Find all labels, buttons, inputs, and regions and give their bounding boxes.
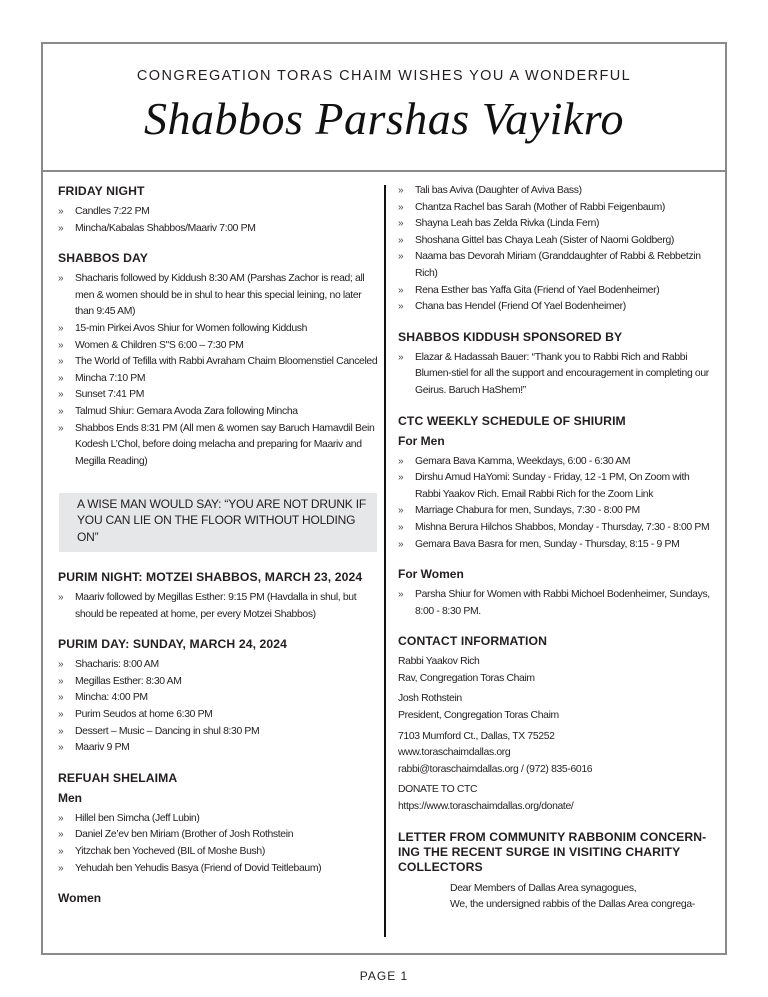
- list-item: » Gemara Bava Kamma, Weekdays, 6:00 - 6:30 AM: [398, 454, 716, 471]
- bulletin-header: [43, 44, 725, 172]
- list-item: » Maariv followed by Megillas Esther: 9:15 PM (Havdalla in shul, but should be repeated at home, per every Motzei Shabbos): [58, 590, 380, 623]
- column-divider: [384, 185, 386, 937]
- purim-night-list: [58, 590, 380, 623]
- shabbos-day-list: [58, 271, 380, 470]
- subsection-title-men: Men: [58, 790, 82, 805]
- list-item: » Naama bas Devorah Miriam (Granddaughter of Rabbi & Rebbetzin Rich): [398, 249, 716, 282]
- section-kiddush: [398, 330, 716, 400]
- rav-name: Rabbi Yaakov Rich: [398, 656, 480, 668]
- left-column-lower: [58, 570, 380, 911]
- list-item: » Chana bas Hendel (Friend Of Yael Bodenheimer): [398, 299, 716, 316]
- rav-role: Rav, Congregation Toras Chaim: [398, 672, 535, 684]
- list-item: » Purim Seudos at home 6:30 PM: [58, 707, 380, 724]
- president-role: President, Congregation Toras Chaim: [398, 710, 559, 722]
- list-item: » Shacharis followed by Kiddush 8:30 AM (Parshas Zachor is read; all men & women should be in shul to hear this special leining, no later than 9:45 AM): [58, 271, 380, 321]
- page-number: PAGE 1: [359, 969, 409, 983]
- letter-salutation: Dear Members of Dallas Area synagogues,: [450, 882, 637, 894]
- right-column: [398, 183, 716, 914]
- list-item: » Marriage Chabura for men, Sundays, 7:30 - 8:00 PM: [398, 503, 716, 520]
- list-item: » The World of Tefilla with Rabbi Avraham Chaim Bloomenstiel Canceled: [58, 354, 380, 371]
- list-item: » Shayna Leah bas Zelda Rivka (Linda Fern): [398, 216, 716, 233]
- header-tagline: CONGREGATION TORAS CHAIM WISHES YOU A WONDERFUL: [136, 68, 632, 84]
- list-item: » Shacharis: 8:00 AM: [58, 657, 380, 674]
- section-title: CTC WEEKLY SCHEDULE OF SHIURIM: [398, 413, 626, 428]
- list-item: » Mishna Berura Hilchos Shabbos, Monday - Thursday, 7:30 - 8:00 PM: [398, 520, 716, 537]
- section-title: CONTACT INFORMATION: [398, 634, 548, 649]
- list-item: » Daniel Ze’ev ben Miriam (Brother of Josh Rothstein: [58, 827, 380, 844]
- refuah-men-list: [58, 811, 380, 877]
- website-link[interactable]: www.toraschaimdallas.org: [398, 747, 511, 759]
- section-shiurim: [398, 414, 716, 621]
- list-item: » Dessert – Music – Dancing in shul 8:30 PM: [58, 724, 380, 741]
- list-item: » Parsha Shiur for Women with Rabbi Michoel Bodenheimer, Sundays, 8:00 - 8:30 PM.: [398, 587, 716, 620]
- list-item: » Megillas Esther: 8:30 AM: [58, 674, 380, 691]
- list-item: » Elazar & Hadassah Bauer: “Thank you to Rabbi Rich and Rabbi Blumen-stiel for all the support and encouragement in completing our Geirus. Baruch HaShem!”: [398, 350, 716, 400]
- section-title: PURIM DAY: SUNDAY, MARCH 24, 2024: [58, 637, 288, 652]
- section-title: LETTER FROM COMMUNITY RABBONIM CONCERN-ING THE RECENT SURGE IN VISITING CHARITY COLLECTORS: [398, 829, 707, 874]
- list-item: » Mincha 7:10 PM: [58, 371, 380, 388]
- section-friday-night: [58, 184, 380, 237]
- quote-box: A WISE MAN WOULD SAY: “YOU ARE NOT DRUNK IF YOU CAN LIE ON THE FLOOR WITHOUT HOLDING ON”: [59, 493, 377, 552]
- section-letter: [398, 830, 716, 914]
- header-title: Shabbos Parshas Vayikro: [143, 93, 624, 144]
- section-title: SHABBOS KIDDUSH SPONSORED BY: [398, 329, 623, 344]
- section-title: SHABBOS DAY: [58, 251, 149, 266]
- letter-body-line: We, the undersigned rabbis of the Dallas Area congrega-: [450, 899, 695, 911]
- subsection-title-women: Women: [58, 891, 102, 906]
- shiurim-women-list: [398, 587, 716, 620]
- section-purim-day: [58, 637, 380, 757]
- shiurim-men-list: [398, 454, 716, 554]
- list-item: » Talmud Shiur: Gemara Avoda Zara following Mincha: [58, 404, 380, 421]
- list-item: » Yehudah ben Yehudis Basya (Friend of Dovid Teitlebaum): [58, 861, 380, 878]
- subsection-title-for-men: For Men: [398, 433, 445, 448]
- list-item: » Shoshana Gittel bas Chaya Leah (Sister of Naomi Goldberg): [398, 233, 716, 250]
- list-item: » Yitzchak ben Yocheved (BIL of Moshe Bush): [58, 844, 380, 861]
- address: 7103 Mumford Ct., Dallas, TX 75252: [398, 730, 555, 742]
- list-item: » Women & Children S"S 6:00 – 7:30 PM: [58, 338, 380, 355]
- section-purim-night: [58, 570, 380, 623]
- subsection-title-for-women: For Women: [398, 567, 464, 582]
- kiddush-list: [398, 350, 716, 400]
- friday-night-list: [58, 204, 380, 237]
- list-item: » Hillel ben Simcha (Jeff Lubin): [58, 811, 380, 828]
- list-item: » 15-min Pirkei Avos Shiur for Women following Kiddush: [58, 321, 380, 338]
- section-shabbos-day: [58, 251, 380, 470]
- refuah-women-list: [398, 183, 716, 316]
- list-item: » Maariv 9 PM: [58, 740, 380, 757]
- email-phone[interactable]: rabbi@toraschaimdallas.org / (972) 835-6016: [398, 763, 593, 775]
- list-item: » Mincha/Kabalas Shabbos/Maariv 7:00 PM: [58, 221, 380, 238]
- section-title: FRIDAY NIGHT: [58, 184, 145, 198]
- list-item: » Tali bas Aviva (Daughter of Aviva Bass): [398, 183, 716, 200]
- donate-label: DONATE TO CTC: [398, 784, 478, 796]
- list-item: » Mincha: 4:00 PM: [58, 690, 380, 707]
- left-column: [58, 184, 380, 470]
- purim-day-list: [58, 657, 380, 757]
- president-name: Josh Rothstein: [398, 693, 462, 705]
- list-item: » Chantza Rachel bas Sarah (Mother of Rabbi Feigenbaum): [398, 200, 716, 217]
- list-item: » Gemara Bava Basra for men, Sunday - Thursday, 8:15 - 9 PM: [398, 537, 716, 554]
- section-refuah-shelaima: [58, 771, 380, 905]
- section-title: REFUAH SHELAIMA: [58, 770, 178, 785]
- list-item: » Dirshu Amud HaYomi: Sunday - Friday, 12 -1 PM, On Zoom with Rabbi Yaakov Rich. Email Rabbi Rich for the Zoom Link: [398, 470, 716, 503]
- list-item: » Shabbos Ends 8:31 PM (All men & women say Baruch Hamavdil Bein Kodesh L’Chol, before doing melacha and preparing for Maariv and Megilla Reading): [58, 421, 380, 471]
- section-title: PURIM NIGHT: MOTZEI SHABBOS, MARCH 23, 2024: [58, 570, 363, 584]
- list-item: » Rena Esther bas Yaffa Gita (Friend of Yael Bodenheimer): [398, 283, 716, 300]
- list-item: » Candles 7:22 PM: [58, 204, 380, 221]
- list-item: » Sunset 7:41 PM: [58, 387, 380, 404]
- section-contact: [398, 634, 716, 815]
- donate-link[interactable]: https://www.toraschaimdallas.org/donate/: [398, 801, 574, 813]
- page-frame: [41, 42, 727, 955]
